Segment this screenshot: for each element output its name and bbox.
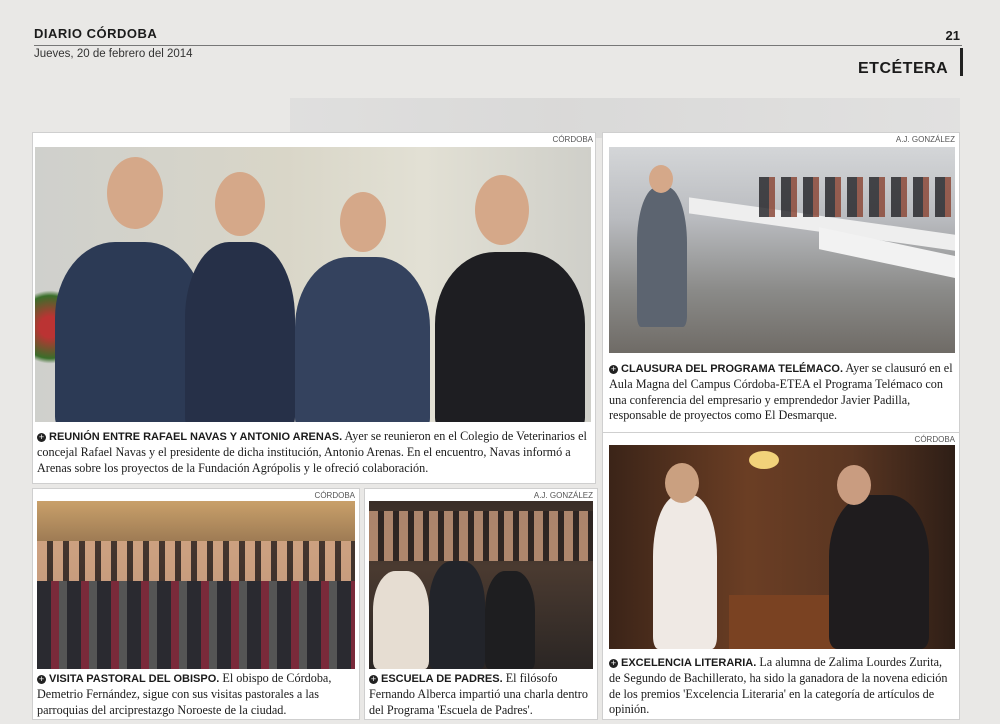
speaker-head <box>649 165 673 193</box>
person-head <box>475 175 529 245</box>
person <box>295 257 430 422</box>
page-number: 21 <box>945 28 960 43</box>
photo-obispo <box>37 501 355 669</box>
story-reunion <box>32 132 596 484</box>
plus-icon: + <box>38 674 45 684</box>
section-bar <box>960 48 963 76</box>
story-obispo <box>32 488 360 720</box>
headline: EXCELENCIA LITERARIA. <box>621 657 757 669</box>
photo-credit: CÓRDOBA <box>552 135 593 144</box>
photo-credit: A.J. GONZÁLEZ <box>533 491 593 500</box>
photo-excelencia <box>609 445 955 649</box>
caption-telemaco <box>609 361 955 424</box>
audience <box>369 511 593 561</box>
person <box>435 252 585 422</box>
caption-escuela <box>369 671 593 718</box>
caption-obispo <box>37 671 355 718</box>
person <box>55 242 205 422</box>
person <box>429 561 485 669</box>
story-telemaco <box>602 132 960 436</box>
story-escuela <box>364 488 598 720</box>
person <box>373 571 429 669</box>
section-title: ETCÉTERA <box>858 60 949 77</box>
caption-body: Ayer se clausuró en el Aula Magna del Campus Córdoba-ETEA el Programa Telémaco con una conferencia del empresario y emprendedor Javier Padilla, responsable de proyectos como El Desmarque. <box>609 361 953 423</box>
caption-body: El obispo de Córdoba, Demetrio Fernández, sigue con sus visitas pastorales a las parroquias del arciprestazgo Noroeste de la ciudad. <box>37 671 332 717</box>
crowd <box>37 541 355 581</box>
person <box>829 495 929 649</box>
person-head <box>107 157 163 229</box>
plus-icon: + <box>610 364 617 374</box>
plus-icon: + <box>370 674 377 684</box>
headline: CLAUSURA DEL PROGRAMA TELÉMACO. <box>621 363 844 375</box>
header-rule <box>34 45 962 46</box>
audience <box>759 177 955 217</box>
person <box>485 571 535 669</box>
caption-body: La alumna de Zalima Lourdes Zurita, de Segundo de Bachillerato, ha sido la ganadora de la novena edición de los premios 'Excelencia Literaria' en la categoría de artículos de opinión. <box>609 655 948 717</box>
chandelier <box>749 451 779 469</box>
person-head <box>215 172 265 236</box>
photo-credit: CÓRDOBA <box>314 491 355 500</box>
issue-date: Jueves, 20 de febrero del 2014 <box>34 48 193 60</box>
photo-reunion <box>35 147 591 422</box>
photo-credit: CÓRDOBA <box>914 435 955 444</box>
headline: VISITA PASTORAL DEL OBISPO. <box>49 673 220 685</box>
photo-escuela <box>369 501 593 669</box>
person-head <box>340 192 386 252</box>
plus-icon: + <box>610 658 617 668</box>
headline: ESCUELA DE PADRES. <box>381 673 503 685</box>
photo-credit: A.J. GONZÁLEZ <box>895 135 955 144</box>
headline: REUNIÓN ENTRE RAFAEL NAVAS Y ANTONIO ARENAS. <box>49 431 343 443</box>
speaker <box>637 187 687 327</box>
masthead: DIARIO CÓRDOBA <box>34 26 158 41</box>
plus-icon: + <box>38 432 45 442</box>
photo-telemaco <box>609 147 955 353</box>
caption-body: El filósofo Fernando Alberca impartió una charla dentro del Programa 'Escuela de Padres'. <box>369 671 588 717</box>
caption-body: Ayer se reunieron en el Colegio de Veterinarios el concejal Rafael Navas y el presidente de dicha institución, Antonio Arenas. En el encuentro, Navas informó a Arenas sobre los proyectos de la Fundación Agrópolis y le ofreció colaboración. <box>37 429 587 475</box>
caption-reunion <box>37 429 589 476</box>
person-head <box>837 465 871 505</box>
person-head <box>665 463 699 503</box>
person <box>653 495 717 649</box>
story-excelencia <box>602 432 960 720</box>
caption-excelencia <box>609 655 955 718</box>
crowd <box>37 581 355 669</box>
person <box>185 242 295 422</box>
